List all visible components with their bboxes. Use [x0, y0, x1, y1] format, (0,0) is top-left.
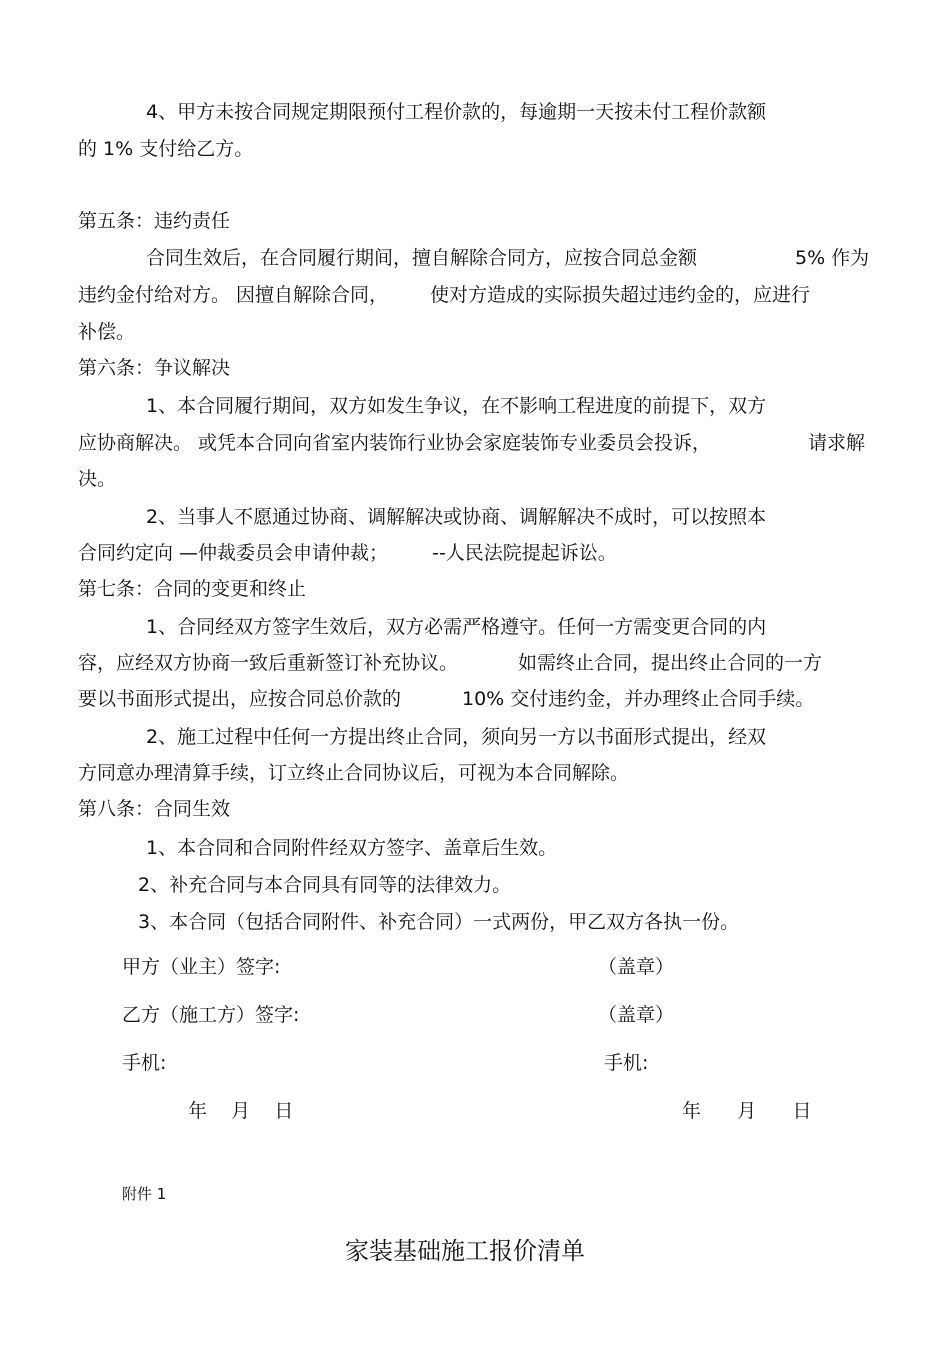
- article7-item2-line2: 方同意办理清算手续，订立终止合同协议后，可视为本合同解除。: [78, 762, 630, 784]
- article5-line3: 补偿。: [78, 321, 136, 343]
- phone-right-label: 手机:: [604, 1052, 649, 1074]
- article5-line2a: 违约金付给对方。 因擅自解除合同，: [78, 284, 389, 306]
- date-right: 年 月 日: [682, 1100, 812, 1122]
- article5-line1a: 合同生效后，在合同履行期间，擅自解除合同方，应按合同总金额: [146, 247, 698, 269]
- article7-item1-line1: 1、合同经双方签字生效后，双方必需严格遵守。任何一方需变更合同的内: [146, 616, 767, 638]
- date-left: 年 月 日: [188, 1100, 294, 1122]
- party-a-seal-label: （盖章）: [598, 956, 675, 978]
- article8-item1: 1、本合同和合同附件经双方签字、盖章后生效。: [146, 837, 558, 859]
- phone-left-label: 手机:: [122, 1052, 167, 1074]
- article7-item1-line3b: 10% 交付违约金，并办理终止合同手续。: [462, 688, 815, 710]
- party-b-seal-label: （盖章）: [598, 1004, 675, 1026]
- article7-item1-line3a: 要以书面形式提出，应按合同总价款的: [78, 688, 402, 710]
- article5-line1b: 5% 作为: [795, 247, 870, 269]
- party-a-signature-label: 甲方（业主）签字:: [122, 956, 281, 978]
- article7-heading: 第七条：合同的变更和终止: [78, 578, 307, 600]
- article7-item1-line2b: 如需终止合同，提出终止合同的一方: [518, 652, 823, 674]
- article6-item1-line2b: 请求解: [808, 432, 866, 454]
- article8-heading: 第八条：合同生效: [78, 798, 231, 820]
- article5-heading: 第五条：违约责任: [78, 210, 231, 232]
- article6-item2-line2a: 合同约定向 —仲裁委员会申请仲裁；: [78, 542, 389, 564]
- article6-item1-line1: 1、本合同履行期间，双方如发生争议，在不影响工程进度的前提下，双方: [146, 395, 767, 417]
- article7-item2-line1: 2、施工过程中任何一方提出终止合同，须向另一方以书面形式提出，经双: [146, 726, 767, 748]
- party-b-signature-label: 乙方（施工方）签字:: [122, 1004, 300, 1026]
- article8-item3: 3、本合同（包括合同附件、补充合同）一式两份，甲乙双方各执一份。: [138, 911, 740, 933]
- article6-heading: 第六条：争议解决: [78, 357, 231, 379]
- clause4-item4-line1: 4、甲方未按合同规定期限预付工程价款的，每逾期一天按未付工程价款额: [146, 101, 767, 123]
- article6-item1-line3: 决。: [78, 468, 117, 490]
- article6-item2-line2b: --人民法院提起诉讼。: [432, 542, 617, 564]
- attachment-title: 家装基础施工报价清单: [345, 1237, 585, 1265]
- attachment-label: 附件 1: [122, 1185, 167, 1203]
- article6-item2-line1: 2、当事人不愿通过协商、调解解决或协商、调解解决不成时，可以按照本: [146, 506, 767, 528]
- clause4-item4-line2: 的 1% 支付给乙方。: [78, 138, 254, 160]
- article5-line2b: 使对方造成的实际损失超过违约金的，应进行: [430, 284, 811, 306]
- article8-item2: 2、补充合同与本合同具有同等的法律效力。: [138, 874, 512, 896]
- article7-item1-line2a: 容，应经双方协商一致后重新签订补充协议。: [78, 652, 459, 674]
- article6-item1-line2a: 应协商解决。 或凭本合同向省室内装饰行业协会家庭装饰专业委员会投诉，: [78, 432, 712, 454]
